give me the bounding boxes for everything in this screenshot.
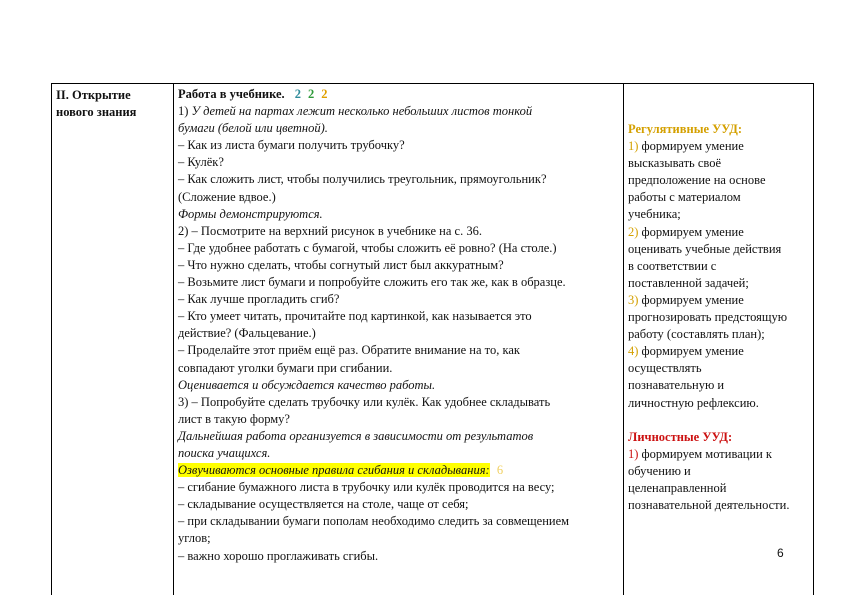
rule-line: – при складывании бумаги пополам необходимо следить за совмещением [178, 514, 570, 529]
uud-line: 1) формируем мотивации к [628, 446, 773, 461]
uud-number: 1) [628, 139, 642, 154]
table-divider-2 [623, 83, 624, 595]
uud-line: высказывать своё [628, 156, 722, 171]
uud-line: 2) формируем умение [628, 224, 744, 239]
uud-line: в соответствии с [628, 258, 717, 273]
uud-line: прогнозировать предстоящую [628, 310, 788, 325]
work-line: 3) – Попробуйте сделать трубочку или кулёк. Как удобнее складывать [178, 394, 551, 409]
uud-number: 1) [628, 446, 642, 461]
work-line: – Возьмите лист бумаги и попробуйте сложить его так же, как в образце. [178, 275, 566, 290]
uud-number: 4) [628, 344, 642, 359]
uud-line: личностную рефлексию. [628, 395, 759, 410]
work-line: – Проделайте этот приём ещё раз. Обратите внимание на то, как [178, 343, 520, 358]
work-line: Оценивается и обсуждается качество работы. [178, 377, 436, 392]
uud-line: обучению и [628, 463, 691, 478]
highlight-text: Озвучиваются основные правила сгибания и складывания: [178, 463, 490, 478]
uud-line: 1) формируем умение [628, 139, 744, 154]
uud-cell [628, 121, 810, 514]
uud-line: работу (составлять план); [628, 327, 765, 342]
regulative-title: Регулятивные УУД: [628, 122, 742, 136]
rule-line: – сгибание бумажного листа в трубочку или кулёк проводится на весу; [178, 480, 555, 495]
work-line: – Где удобнее работать с бумагой, чтобы сложить её ровно? (На столе.) [178, 240, 557, 255]
personal-title: Личностные УУД: [628, 429, 733, 444]
table-divider-1 [173, 83, 174, 595]
uud-line: оценивать учебные действия [628, 241, 782, 256]
work-line: Формы демонстрируются. [178, 206, 323, 221]
personal-list [628, 446, 810, 514]
work-line: 2) – Посмотрите на верхний рисунок в учебнике на с. 36. [178, 223, 482, 238]
work-line: (Сложение вдвое.) [178, 189, 276, 204]
uud-line: предположение на основе [628, 173, 766, 188]
work-line: – Кто умеет читать, прочитайте под картинкой, как называется это [178, 309, 532, 324]
work-mark: 2 [294, 87, 302, 101]
rule-line: – важно хорошо проглаживать сгибы. [178, 548, 379, 563]
work-line: – Как из листа бумаги получить трубочку? [178, 138, 405, 153]
work-line: поиска учащихся. [178, 445, 271, 460]
work-heading: Работа в учебнике. [178, 87, 285, 101]
work-marks [288, 87, 328, 101]
uud-line: целенаправленной [628, 480, 727, 495]
uud-line: учебника; [628, 207, 681, 222]
uud-line: 3) формируем умение [628, 292, 744, 307]
stage-line: нового знания [56, 105, 137, 119]
uud-line: 4) формируем умение [628, 344, 744, 359]
work-line: – Как сложить лист, чтобы получились треугольник, прямоугольник? [178, 172, 547, 187]
rule-line: углов; [178, 531, 211, 546]
uud-line: познавательную и [628, 378, 725, 393]
work-mark: 2 [321, 87, 328, 101]
work-line: Дальнейшая работа организуется в зависимости от результатов [178, 428, 534, 443]
uud-number: 3) [628, 292, 642, 307]
uud-line: осуществлять [628, 361, 702, 376]
rule-line: – складывание осуществляется на столе, чаще от себя; [178, 497, 469, 512]
highlight-mark: 6 [496, 463, 504, 478]
work-line: действие? (Фальцевание.) [178, 326, 316, 341]
work-line: – Кулёк? [178, 155, 224, 170]
work-line: – Как лучше прогладить сгиб? [178, 292, 340, 307]
stage-cell [56, 87, 171, 121]
work-lines [178, 103, 620, 462]
table-border-left [51, 83, 52, 595]
page-number: 6 [777, 546, 784, 560]
work-line: совпадают уголки бумаги при сгибании. [178, 360, 393, 375]
work-line: лист в такую форму? [178, 411, 290, 426]
work-line: 1) У детей на партах лежит несколько небольших листов тонкой [178, 104, 533, 119]
work-cell [178, 86, 620, 565]
uud-number: 2) [628, 224, 642, 239]
work-heading-line [178, 86, 620, 103]
work-mark: 2 [308, 87, 315, 101]
work-line: – Что нужно сделать, чтобы согнутый лист был аккуратным? [178, 257, 504, 272]
uud-line: работы с материалом [628, 190, 741, 205]
uud-line: познавательной деятельности. [628, 497, 790, 512]
regulative-list [628, 138, 810, 412]
rules-list [178, 479, 620, 564]
uud-line: поставленной задачей; [628, 275, 749, 290]
table-border-right [813, 83, 814, 595]
highlight-line [178, 462, 620, 479]
stage-line: II. Открытие [56, 88, 131, 102]
work-line: бумаги (белой или цветной). [178, 121, 328, 136]
